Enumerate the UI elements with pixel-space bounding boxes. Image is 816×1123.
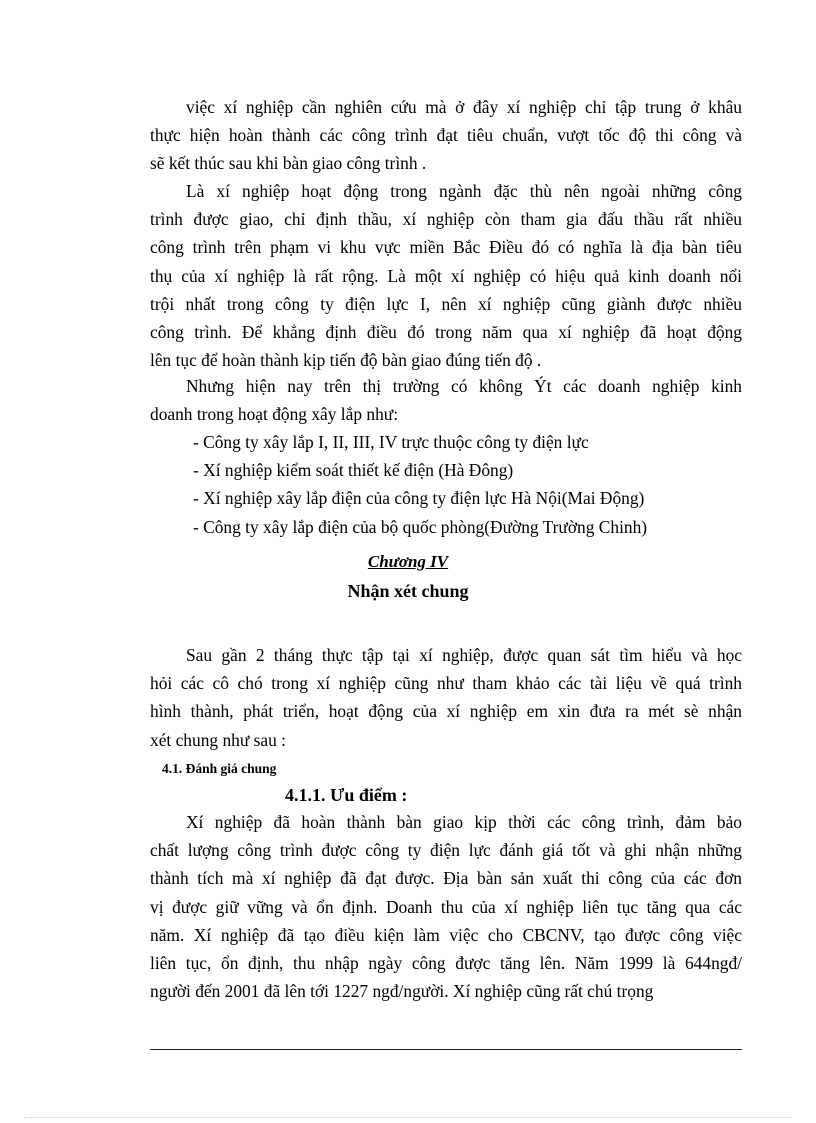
paragraph-2 [150, 177, 742, 374]
text-line: Nhưng hiện nay trên thị trường có không Ýt các doanh nghiệp kinh [186, 376, 742, 396]
page-boundary [24, 1117, 792, 1118]
list-item: - Công ty xây lắp điện của bộ quốc phòng(Đường Trường Chinh) [193, 516, 648, 537]
subsection-heading: 4.1.1. Ưu điểm : [285, 785, 408, 805]
text-line: sẽ kết thúc sau khi bàn giao công trình . [150, 153, 427, 174]
text-line: hình thành, phát triển, hoạt động của xí nghiệp em xin đưa ra mét sè nhận [150, 701, 742, 722]
text-line: công trình trên phạm vi khu vực miền Bắc Điều đó có nghĩa là địa bàn tiêu [150, 237, 742, 258]
text-line: thành tích mà xí nghiệp đã đạt được. Địa bàn sản xuất thi công của các đơn [150, 868, 742, 889]
text-line: hỏi các cô chó trong xí nghiệp cũng như tham khảo các tài liệu về quá trình [150, 673, 742, 694]
paragraph-5 [150, 808, 742, 1005]
text-line: trội nhất trong công ty điện lực I, nên xí nghiệp cũng giành được nhiều [150, 293, 742, 314]
text-line: việc xí nghiệp cần nghiên cứu mà ở đây xí nghiệp chỉ tập trung ở khâu [186, 97, 742, 117]
text-line: người đến 2001 đã lên tới 1227 ngđ/người. Xí nghiệp cũng rất chú trọng [150, 981, 654, 1002]
paragraph-4 [150, 641, 742, 754]
section-heading: 4.1. Đánh giá chung [162, 761, 277, 776]
list-item: - Xí nghiệp kiểm soát thiết kế điện (Hà Đông) [193, 460, 514, 481]
text-line: Sau gần 2 tháng thực tập tại xí nghiệp, được quan sát tìm hiểu và học [186, 645, 742, 665]
chapter-label: Chương IV [367, 552, 449, 571]
text-line: công trình. Để khẳng định điều đó trong năm qua xí nghiệp đã hoạt động [150, 322, 742, 343]
list-item: - Công ty xây lắp I, II, III, IV trực thuộc công ty điện lực [193, 432, 589, 452]
text-line: trình được giao, chỉ định thầu, xí nghiệp còn tham gia đấu thầu rất nhiều [150, 209, 742, 230]
competitor-list [193, 428, 647, 541]
text-line: liên tục, ổn định, thu nhập ngày công được tăng lên. Năm 1999 là 644ngđ/ [150, 953, 742, 974]
text-line: Là xí nghiệp hoạt động trong ngành đặc thù nên ngoài những công [186, 181, 742, 201]
text-line: lên tục để hoàn thành kịp tiến độ bàn giao đúng tiến độ . [150, 350, 542, 371]
text-line: thực hiện hoàn thành các công trình đạt tiêu chuẩn, vượt tốc độ thi công và [150, 125, 742, 146]
chapter-title: Nhận xét chung [347, 581, 469, 601]
text-line: vị được giữ vững và ổn định. Doanh thu của xí nghiệp liên tục tăng qua các [150, 896, 742, 917]
paragraph-3 [150, 372, 742, 428]
list-item: - Xí nghiệp xây lắp điện của công ty điện lực Hà Nội(Mai Động) [193, 488, 645, 509]
text-line: Xí nghiệp đã hoàn thành bàn giao kịp thời các công trình, đảm bảo [186, 812, 742, 832]
text-line: chất lượng công trình được công ty điện lực đánh giá tốt và ghi nhận những [150, 840, 742, 861]
text-line: xét chung như sau : [150, 729, 286, 750]
text-line: thụ của xí nghiệp là rất rộng. Là một xí nghiệp có hiệu quả kinh doanh nổi [150, 265, 742, 286]
text-line: năm. Xí nghiệp đã tạo điều kiện làm việc cho CBCNV, tạo được công việc [150, 924, 742, 945]
footer-divider [150, 1049, 742, 1050]
text-line: doanh trong hoạt động xây lắp như: [150, 404, 399, 425]
paragraph-1 [150, 93, 742, 178]
